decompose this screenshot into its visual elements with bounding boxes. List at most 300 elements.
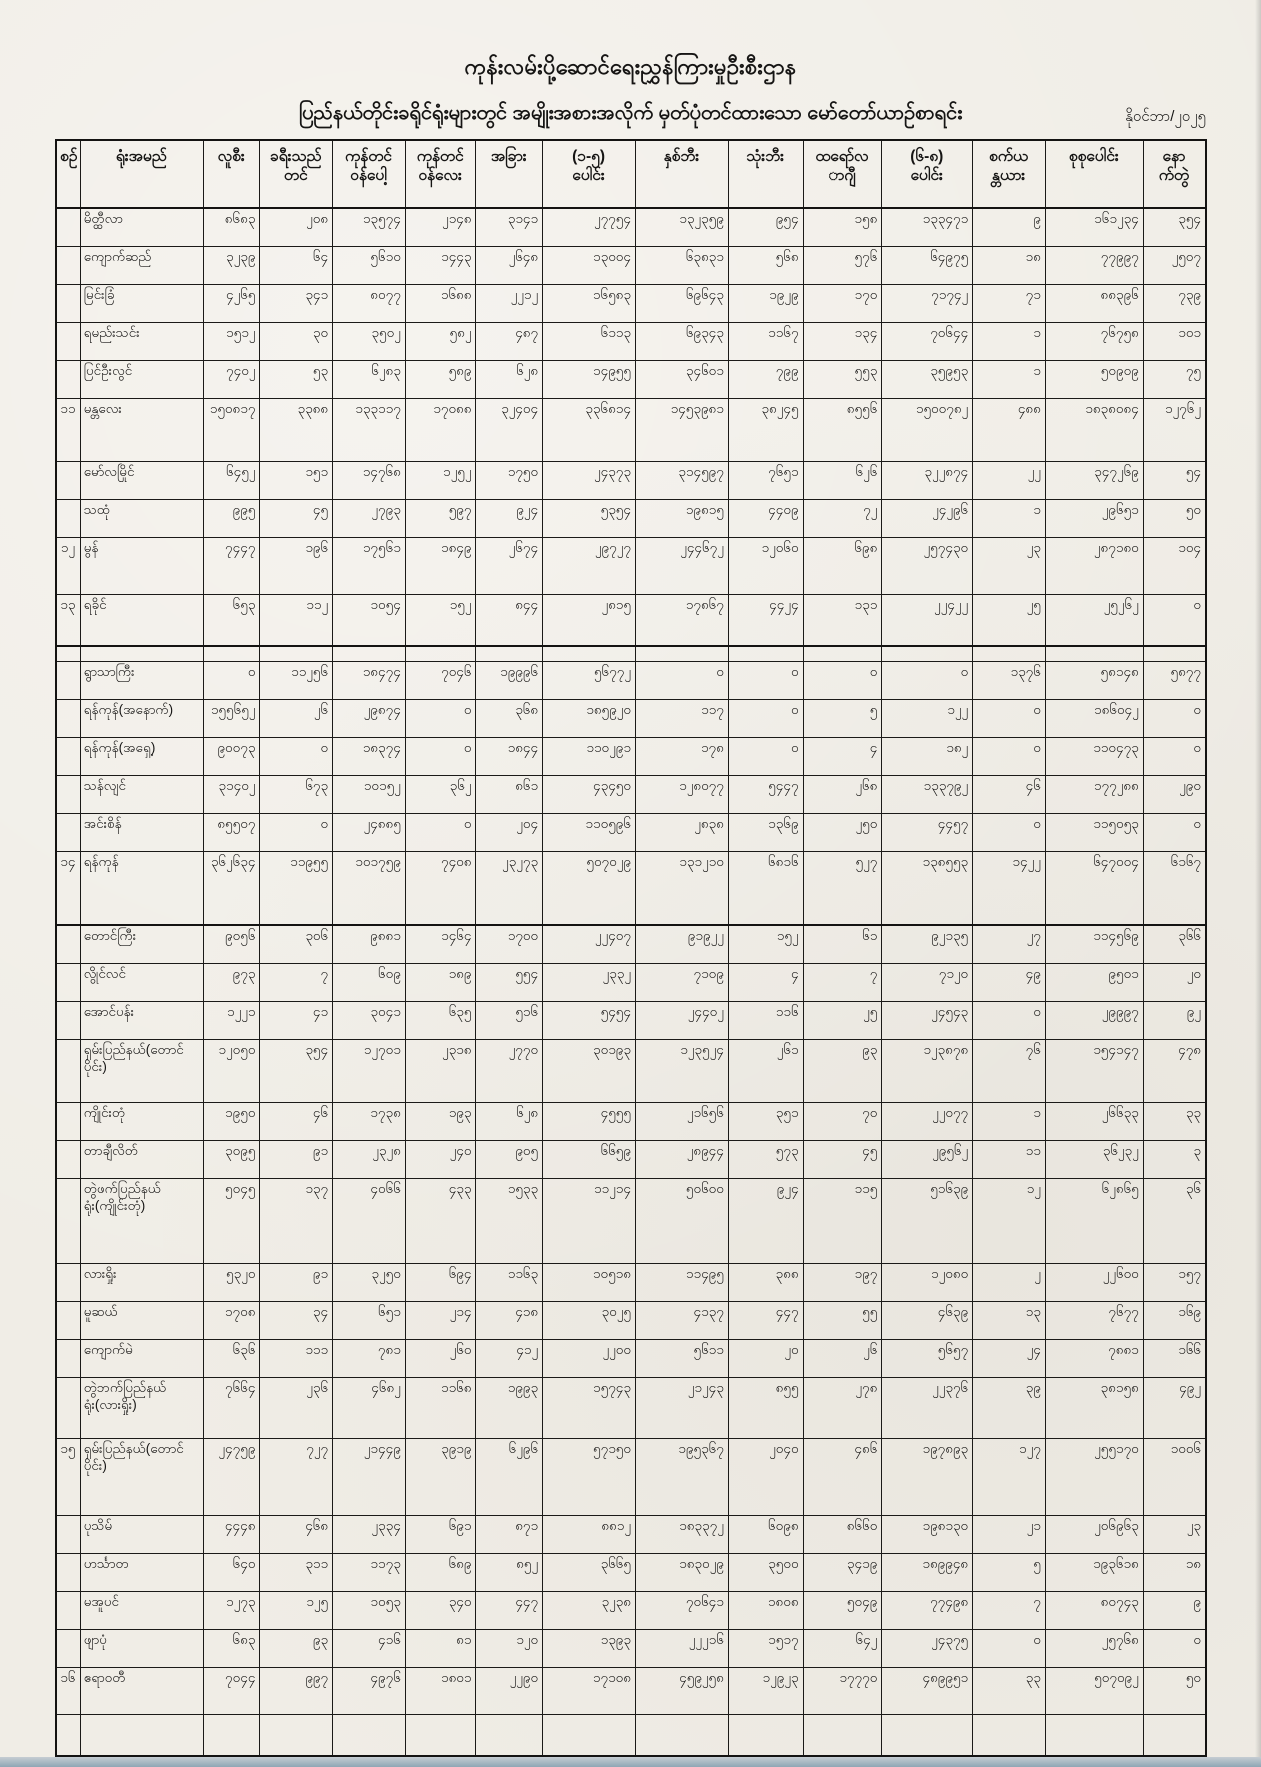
value-cell: ၁၁၂၅၆	[260, 662, 333, 700]
spacer-cell	[1143, 646, 1206, 662]
value-cell: ၃၈၂၄၅	[728, 399, 803, 462]
value-cell: ၇၀၄၆	[405, 662, 476, 700]
row-number-cell	[56, 462, 80, 500]
value-cell: ၁၇၈၆၇	[635, 595, 728, 647]
row-number-cell: ၁၂	[56, 538, 80, 595]
value-cell: ၁၇၇၇၀	[803, 1668, 882, 1715]
value-cell: ၀	[973, 1002, 1046, 1040]
value-cell: ၁၇၀	[803, 285, 882, 323]
value-cell: ၂၅၇၄၃၀	[882, 538, 973, 595]
value-cell: ၂၅၇၆၈	[1045, 1630, 1143, 1668]
spacer-cell	[80, 646, 203, 662]
value-cell: ၂၇၈	[803, 1378, 882, 1439]
table-row	[56, 323, 1206, 361]
value-cell: ၆၂၈	[476, 361, 543, 399]
table-row	[56, 964, 1206, 1002]
value-cell: ၂၇၉၃	[333, 500, 406, 538]
value-cell: ၃၃၈၈	[260, 399, 333, 462]
row-number-cell	[56, 361, 80, 399]
value-cell: ၆၉၄	[405, 1264, 476, 1302]
row-number-cell	[56, 1378, 80, 1439]
value-cell: ၆၀၉၈	[728, 1516, 803, 1554]
office-name-cell: လားရှိုး	[80, 1264, 203, 1302]
value-cell: ၂၅၅၁၇၀	[1045, 1439, 1143, 1516]
value-cell: ၃၆၂၆၃၄	[203, 852, 260, 926]
value-cell: ၀	[728, 700, 803, 738]
value-cell: ၁၁၁	[260, 1340, 333, 1378]
table-row	[56, 1378, 1206, 1439]
value-cell: ၃၂၃၉	[203, 247, 260, 285]
value-cell: ၂၈၃၈	[635, 814, 728, 852]
value-cell: ၆၄၇၀၀၄	[1045, 852, 1143, 926]
value-cell: ၇၀၆၄၄	[882, 323, 973, 361]
value-cell: ၄၅	[803, 1141, 882, 1179]
value-cell: ၁၂၂	[882, 700, 973, 738]
column-header: လူစီး	[203, 140, 260, 208]
table-row	[56, 208, 1206, 247]
value-cell: ၄၉	[973, 964, 1046, 1002]
column-header: စက်ယ န္တယား	[973, 140, 1046, 208]
spacer-cell	[1143, 1715, 1206, 1757]
value-cell: ၇၈၁	[333, 1340, 406, 1378]
value-cell: ၂၃၁၈	[405, 1040, 476, 1103]
office-name-cell: မန္တလေး	[80, 399, 203, 462]
value-cell: ၁၃၉၃	[543, 1630, 636, 1668]
value-cell: ၁၁၇၃	[333, 1554, 406, 1592]
value-cell: ၇၀၆၄၁	[635, 1592, 728, 1630]
value-cell: ၁၂၇၆၂	[1143, 399, 1206, 462]
value-cell: ၂၄၃၇၃	[543, 462, 636, 500]
value-cell: ၄၄၅၇	[882, 814, 973, 852]
value-cell: ၂၂၃၇၆	[882, 1378, 973, 1439]
value-cell: ၆၅၃	[203, 595, 260, 647]
column-header: ခရီးသည် တင်	[260, 140, 333, 208]
value-cell: ၃၀၆	[260, 925, 333, 964]
table-row	[56, 399, 1206, 462]
value-cell: ၃၆၈	[476, 700, 543, 738]
value-cell: ၁၁၅	[803, 1179, 882, 1264]
value-cell: ၅၄	[1143, 462, 1206, 500]
value-cell: ၉၅၄	[728, 208, 803, 247]
value-cell: ၁၁၄၅၆၉	[1045, 925, 1143, 964]
value-cell: ၆၁၁၃	[543, 323, 636, 361]
value-cell: ၁၀၅၃	[333, 1592, 406, 1630]
value-cell: ၁၁	[973, 1141, 1046, 1179]
value-cell: ၈၈၁၂	[543, 1516, 636, 1554]
value-cell: ၁၈၃၀၂၉	[635, 1554, 728, 1592]
row-number-cell	[56, 1630, 80, 1668]
value-cell: ၁၃၁၂၁၀	[635, 852, 728, 926]
column-header: ကုန်တင် ဝန်ပေါ့	[333, 140, 406, 208]
value-cell: ၁၅၁	[260, 462, 333, 500]
value-cell: ၂၉၅၆၂	[882, 1141, 973, 1179]
value-cell: ၁၀၁	[1143, 323, 1206, 361]
value-cell: ၁၃၀၀၄	[543, 247, 636, 285]
value-cell: ၁၀၄	[1143, 538, 1206, 595]
value-cell: ၃၃၆၈၁၄	[543, 399, 636, 462]
value-cell: ၂၃၂၈	[333, 1141, 406, 1179]
value-cell: ၁၁၇	[635, 700, 728, 738]
value-cell: ၇၄၀၂	[203, 361, 260, 399]
spacer-cell	[543, 646, 636, 662]
value-cell: ၂၂၄၀၇	[543, 925, 636, 964]
value-cell: ၉၃	[260, 1630, 333, 1668]
spacer-cell	[260, 646, 333, 662]
table-row	[56, 1439, 1206, 1516]
value-cell: ၁၅၈	[803, 208, 882, 247]
value-cell: ၄၄၂၄	[728, 595, 803, 647]
row-number-cell: ၁၁	[56, 399, 80, 462]
value-cell: ၆၈၃	[203, 1630, 260, 1668]
value-cell: ၆၂၉၆	[476, 1439, 543, 1516]
value-cell: ၅၈၁၄၈	[1045, 662, 1143, 700]
value-cell: ၁၄၇၆၈	[333, 462, 406, 500]
office-name-cell: ရန်ကုန်	[80, 852, 203, 926]
value-cell: ၁၇၅၀	[476, 462, 543, 500]
value-cell: ၀	[260, 738, 333, 776]
value-cell: ၁၁၆၈	[405, 1378, 476, 1439]
value-cell: ၂၄၈၈၅	[333, 814, 406, 852]
value-cell: ၇၆၇၇	[1045, 1302, 1143, 1340]
value-cell: ၁၉၅၀	[203, 1103, 260, 1141]
office-name-cell: ကျောက်မဲ	[80, 1340, 203, 1378]
value-cell: ၇၆	[973, 1040, 1046, 1103]
value-cell: ၁၅၂	[405, 595, 476, 647]
value-cell: ၅၀၇၀၂၉	[543, 852, 636, 926]
value-cell: ၂၂၆၀၀	[1045, 1264, 1143, 1302]
value-cell: ၇၀၄၄	[203, 1668, 260, 1715]
row-number-cell	[56, 285, 80, 323]
value-cell: ၂၀၄	[476, 814, 543, 852]
page-subtitle: ပြည်နယ်တိုင်းခရိုင်ရုံးများတွင် အမျိုးအစားအလိုက် မှတ်ပုံတင်ထားသော မော်တော်ယာဉ်စာရင်း	[298, 102, 963, 124]
value-cell: ၈၅၂	[476, 1554, 543, 1592]
office-name-cell: တာချီလိတ်	[80, 1141, 203, 1179]
value-cell: ၅၀	[1143, 1668, 1206, 1715]
value-cell: ၁၉၉၃	[476, 1378, 543, 1439]
value-cell: ၁၀၁၅၂	[333, 776, 406, 814]
value-cell: ၅၀၄၅	[203, 1179, 260, 1264]
value-cell: ၁၂၀၅၀	[203, 1040, 260, 1103]
value-cell: ၁၆၁၂၃၄	[1045, 208, 1143, 247]
value-cell: ၁၅၂	[728, 925, 803, 964]
value-cell: ၀	[973, 814, 1046, 852]
value-cell: ၁၄၅၃၉၈၁	[635, 399, 728, 462]
value-cell: ၁၃၃၄၇၁	[882, 208, 973, 247]
value-cell: ၂၆၀	[405, 1340, 476, 1378]
vehicle-registration-table	[55, 139, 1207, 1767]
value-cell: ၄၅	[260, 500, 333, 538]
column-header: ရုံးအမည်	[80, 140, 203, 208]
value-cell: ၆၄၂	[803, 1630, 882, 1668]
value-cell: ၃၁၁	[260, 1554, 333, 1592]
value-cell: ၂၆၆၃၃	[1045, 1103, 1143, 1141]
value-cell: ၂၁၄	[405, 1302, 476, 1340]
value-cell: ၄၉၂	[1143, 1378, 1206, 1439]
value-cell: ၁၃၃၇၉၂	[882, 776, 973, 814]
value-cell: ၂၄၄၆၇၂	[635, 538, 728, 595]
value-cell: ၄၈၈	[973, 399, 1046, 462]
value-cell: ၅၂၇	[803, 852, 882, 926]
value-cell: ၁၃၆၉	[728, 814, 803, 852]
table-row	[56, 247, 1206, 285]
row-number-cell: ၁၅	[56, 1439, 80, 1516]
value-cell: ၁၄၄၃	[405, 247, 476, 285]
value-cell: ၅၅၄	[476, 964, 543, 1002]
table-row	[56, 700, 1206, 738]
value-cell: ၆၉၃၄၃	[635, 323, 728, 361]
value-cell: ၀	[405, 700, 476, 738]
value-cell: ၀	[973, 1630, 1046, 1668]
table-row	[56, 462, 1206, 500]
value-cell: ၃၂၂၈၇၄	[882, 462, 973, 500]
value-cell: ၁၈၅၉၂၀	[543, 700, 636, 738]
office-name-cell: ပြင်ဦးလွင်	[80, 361, 203, 399]
value-cell: ၉၂	[1143, 1002, 1206, 1040]
row-number-cell	[56, 247, 80, 285]
value-cell: ၃၅၁	[728, 1103, 803, 1141]
value-cell: ၈၅၅၀၇	[203, 814, 260, 852]
value-cell: ၁၅၀၈၁၇	[203, 399, 260, 462]
value-cell: ၁၉၈၁၃၀	[882, 1516, 973, 1554]
value-cell: ၁၃၇	[260, 1179, 333, 1264]
value-cell: ၆၅၁	[333, 1302, 406, 1340]
office-name-cell: ဟင်္သာတ	[80, 1554, 203, 1592]
table-row	[56, 1630, 1206, 1668]
value-cell: ၈၆၆၀	[803, 1516, 882, 1554]
value-cell: ၅၃၅၄	[543, 500, 636, 538]
value-cell: ၁၉၂၉	[728, 285, 803, 323]
spacer-cell	[203, 1715, 260, 1757]
value-cell: ၃၅၉၅၃	[882, 361, 973, 399]
table-row	[56, 662, 1206, 700]
value-cell: ၄၅၅၅	[543, 1103, 636, 1141]
value-cell: ၂၉၀	[1143, 776, 1206, 814]
value-cell: ၃၅၄	[1143, 208, 1206, 247]
value-cell: ၈၆၁	[476, 776, 543, 814]
row-number-cell	[56, 1179, 80, 1264]
value-cell: ၂၆၄၈	[476, 247, 543, 285]
value-cell: ၁၉၇၈၉၃	[882, 1439, 973, 1516]
value-cell: ၃၂၄၀၄	[476, 399, 543, 462]
value-cell: ၁	[973, 500, 1046, 538]
value-cell: ၄၁၃၇	[635, 1302, 728, 1340]
value-cell: ၄၅၉၂၅၈	[635, 1668, 728, 1715]
value-cell: ၁၅၁၇	[728, 1630, 803, 1668]
value-cell: ၄၆၈	[260, 1516, 333, 1554]
value-cell: ၁၅၅၆၅၂	[203, 700, 260, 738]
value-cell: ၀	[405, 738, 476, 776]
value-cell: ၂၂	[973, 462, 1046, 500]
value-cell: ၁၁၄၉၅	[635, 1264, 728, 1302]
spacer-cell	[333, 1715, 406, 1757]
row-number-cell	[56, 662, 80, 700]
value-cell: ၂၀	[1143, 964, 1206, 1002]
spacer-cell	[973, 646, 1046, 662]
value-cell: ၂၆၈	[803, 776, 882, 814]
value-cell: ၄၃၄၅၀	[543, 776, 636, 814]
spacer-cell	[635, 1715, 728, 1757]
value-cell: ၄၇၈	[1143, 1040, 1206, 1103]
value-cell: ၇၆၅၁	[728, 462, 803, 500]
value-cell: ၁၂၅၂	[405, 462, 476, 500]
value-cell: ၁၀၅၁၈	[543, 1264, 636, 1302]
office-name-cell: သန်လျင်	[80, 776, 203, 814]
row-number-cell: ၁၆	[56, 1668, 80, 1715]
value-cell: ၃၆၂	[405, 776, 476, 814]
table-row	[56, 595, 1206, 647]
value-cell: ၁၅၄၁၄၇	[1045, 1040, 1143, 1103]
value-cell: ၂၅၀၇	[1143, 247, 1206, 285]
value-cell: ၄၁၂	[476, 1340, 543, 1378]
table-row	[56, 814, 1206, 852]
office-name-cell: ရန်ကုန်(အရှေ့)	[80, 738, 203, 776]
value-cell: ၃၂၅၀	[333, 1264, 406, 1302]
office-name-cell: ဖျာပုံ	[80, 1630, 203, 1668]
value-cell: ၂၃	[1143, 1516, 1206, 1554]
value-cell: ၃၅၀၀	[728, 1554, 803, 1592]
column-header: စဉ်	[56, 140, 80, 208]
value-cell: ၀	[1143, 814, 1206, 852]
value-cell: ၄၄၇	[476, 1592, 543, 1630]
value-cell: ၅၃	[260, 361, 333, 399]
value-cell: ၄၄၀၉	[728, 500, 803, 538]
table-header	[56, 140, 1206, 208]
row-number-cell	[56, 1554, 80, 1592]
spacer-cell	[728, 646, 803, 662]
row-number-cell	[56, 738, 80, 776]
value-cell: ၁၇၇၂၈၈	[1045, 776, 1143, 814]
value-cell: ၁၁၅၀၅၃	[1045, 814, 1143, 852]
value-cell: ၄၆၃၉	[882, 1302, 973, 1340]
report-date: နိုဝင်ဘာ/၂၀၂၅	[1125, 108, 1206, 125]
value-cell: ၁	[973, 361, 1046, 399]
value-cell: ၁၂၀	[476, 1630, 543, 1668]
value-cell: ၁၆၈၈	[405, 285, 476, 323]
value-cell: ၇၇၄၉၈	[882, 1592, 973, 1630]
spacer-cell	[728, 1715, 803, 1757]
value-cell: ၁၂၇၃	[203, 1592, 260, 1630]
value-cell: ၁၄၂၂	[973, 852, 1046, 926]
value-cell: ၂၈၁၅	[543, 595, 636, 647]
value-cell: ၇၄၀၈	[405, 852, 476, 926]
value-cell: ၁၆၉	[1143, 1302, 1206, 1340]
value-cell: ၁၆၆	[1143, 1340, 1206, 1378]
spacer-cell	[333, 646, 406, 662]
value-cell: ၉၂၄	[476, 500, 543, 538]
value-cell: ၂၀၆၉၆၃	[1045, 1516, 1143, 1554]
value-cell: ၂၁၄၈	[405, 208, 476, 247]
value-cell: ၂၃၂၇၃	[476, 852, 543, 926]
office-name-cell: ရှမ်းပြည်နယ်(တောင်ပိုင်း)	[80, 1040, 203, 1103]
value-cell: ၆၃၅	[405, 1002, 476, 1040]
value-cell: ၇၁၇၄၂	[882, 285, 973, 323]
office-name-cell: ကျိုင်းတုံ	[80, 1103, 203, 1141]
spacer-cell	[803, 646, 882, 662]
value-cell: ၅	[803, 700, 882, 738]
value-cell: ၂၈၉၄၄	[635, 1141, 728, 1179]
value-cell: ၅၉၇	[405, 500, 476, 538]
value-cell: ၅၆၅၇	[882, 1340, 973, 1378]
value-cell: ၃၂၃၈	[543, 1592, 636, 1630]
table-row	[56, 852, 1206, 926]
table-row	[56, 1103, 1206, 1141]
table-row	[56, 1141, 1206, 1179]
value-cell: ၁၅၃၃	[476, 1179, 543, 1264]
value-cell: ၁၃၄	[803, 323, 882, 361]
table-row	[56, 500, 1206, 538]
value-cell: ၁၀၀၆	[1143, 1439, 1206, 1516]
office-name-cell: ပုသိမ်	[80, 1516, 203, 1554]
column-header: နှစ်ဘီး	[635, 140, 728, 208]
value-cell: ၀	[803, 662, 882, 700]
spacer-cell	[260, 1715, 333, 1757]
spacer-cell	[80, 1715, 203, 1757]
value-cell: ၁၈၉၉၄၈	[882, 1554, 973, 1592]
value-cell: ၈၄၄	[476, 595, 543, 647]
value-cell: ၁၂၃၅၂၄	[635, 1040, 728, 1103]
spacer-cell	[1045, 1715, 1143, 1757]
value-cell: ၃၆၆	[1143, 925, 1206, 964]
spacer-cell	[405, 1715, 476, 1757]
value-cell: ၁၅၀၀၇၈၂	[882, 399, 973, 462]
value-cell: ၁၁၆၃	[476, 1264, 543, 1302]
value-cell: ၂၁၆၅၆	[635, 1103, 728, 1141]
office-name-cell: မြင်းခြံ	[80, 285, 203, 323]
value-cell: ၂၃	[973, 538, 1046, 595]
value-cell: ၅၈၂	[405, 323, 476, 361]
value-cell: ၃၄၁၉	[803, 1554, 882, 1592]
value-cell: ၄၂၆၅	[203, 285, 260, 323]
table-row	[56, 285, 1206, 323]
scanner-edge-strip	[0, 1757, 1261, 1767]
value-cell: ၁၁၂၁၄	[543, 1179, 636, 1264]
value-cell: ၁၇၀၈၈	[405, 399, 476, 462]
value-cell: ၁၃၅၇၄	[333, 208, 406, 247]
value-cell: ၅၅၃	[803, 361, 882, 399]
value-cell: ၅၀၉၀၉	[1045, 361, 1143, 399]
value-cell: ၃၀၄၁	[333, 1002, 406, 1040]
value-cell: ၁၇၀၀	[476, 925, 543, 964]
value-cell: ၁၀၅၄	[333, 595, 406, 647]
value-cell: ၂၃၃၄	[333, 1516, 406, 1554]
row-number-cell	[56, 1264, 80, 1302]
value-cell: ၁၈၃၃၇၂	[635, 1516, 728, 1554]
column-header: နော က်တွဲ	[1143, 140, 1206, 208]
column-header: (၁-၅) ပေါင်း	[543, 140, 636, 208]
office-name-cell: ဧရာဝတီ	[80, 1668, 203, 1715]
value-cell: ၂၇	[973, 925, 1046, 964]
page-title: ကုန်းလမ်းပို့ဆောင်ရေးညွှန်ကြားမှုဦးစီးဌာန	[464, 54, 797, 79]
table-row	[56, 1179, 1206, 1264]
value-cell: ၄	[803, 738, 882, 776]
value-cell: ၂၉၈၇၄	[333, 700, 406, 738]
spacer-cell	[543, 1715, 636, 1757]
value-cell: ၂၉၉၉၇	[1045, 1002, 1143, 1040]
scan-edge-shadow	[1255, 0, 1261, 1767]
value-cell: ၅၈၉	[405, 361, 476, 399]
value-cell: ၇၇၉၉၇	[1045, 247, 1143, 285]
value-cell: ၄၀၆၆	[333, 1179, 406, 1264]
value-cell: ၂၆	[260, 700, 333, 738]
value-cell: ၁၈	[1143, 1554, 1206, 1592]
value-cell: ၅၀	[1143, 500, 1206, 538]
value-cell: ၆၀၉	[333, 964, 406, 1002]
value-cell: ၁၁၂	[260, 595, 333, 647]
value-cell: ၂၄၅၄၃	[882, 1002, 973, 1040]
value-cell: ၃၆၆၅	[543, 1554, 636, 1592]
value-cell: ၁၉၆	[260, 538, 333, 595]
table-row	[56, 1302, 1206, 1340]
